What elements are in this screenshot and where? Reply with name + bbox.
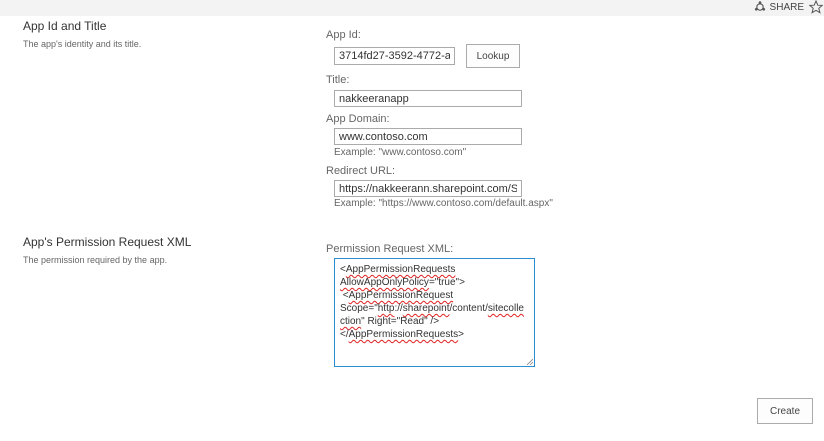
redirect-url-input[interactable] xyxy=(334,180,522,197)
app-domain-input[interactable] xyxy=(334,128,522,145)
section-desc-permission: The permission required by the app. xyxy=(23,255,168,265)
section-title-permission: App's Permission Request XML xyxy=(23,235,192,249)
share-label: SHARE xyxy=(769,1,804,13)
xml-line: </AppPermissionRequests> xyxy=(340,329,464,340)
xml-line: Scope="http://sharepoint/content/sitecolle xyxy=(340,303,524,314)
xml-line: ction" Right="Read" /> xyxy=(340,316,440,327)
resize-grip-icon[interactable] xyxy=(527,359,533,365)
lookup-button[interactable]: Lookup xyxy=(466,44,520,68)
app-id-input[interactable] xyxy=(334,47,455,65)
redirect-url-example: Example: "https://www.contoso.com/default.aspx" xyxy=(334,198,553,209)
top-bar xyxy=(0,0,824,16)
star-icon[interactable] xyxy=(809,0,823,14)
redirect-url-label: Redirect URL: xyxy=(326,165,396,177)
share-icon xyxy=(754,1,766,13)
share-button[interactable] xyxy=(754,0,804,14)
permission-xml-label: Permission Request XML: xyxy=(326,243,454,255)
app-domain-label: App Domain: xyxy=(326,113,390,125)
app-domain-example: Example: "www.contoso.com" xyxy=(334,147,467,158)
section-title-app-id: App Id and Title xyxy=(23,19,107,33)
title-label: Title: xyxy=(326,74,350,86)
xml-line: <AppPermissionRequest xyxy=(340,290,454,301)
title-input[interactable] xyxy=(334,90,522,107)
xml-line: AllowAppOnlyPolicy="true"> xyxy=(340,277,465,288)
permission-xml-textarea[interactable] xyxy=(334,258,535,367)
xml-line: <AppPermissionRequests xyxy=(340,264,456,275)
section-desc-app-id: The app's identity and its title. xyxy=(23,39,142,49)
create-button[interactable]: Create xyxy=(757,398,813,424)
app-id-label: App Id: xyxy=(326,29,361,41)
